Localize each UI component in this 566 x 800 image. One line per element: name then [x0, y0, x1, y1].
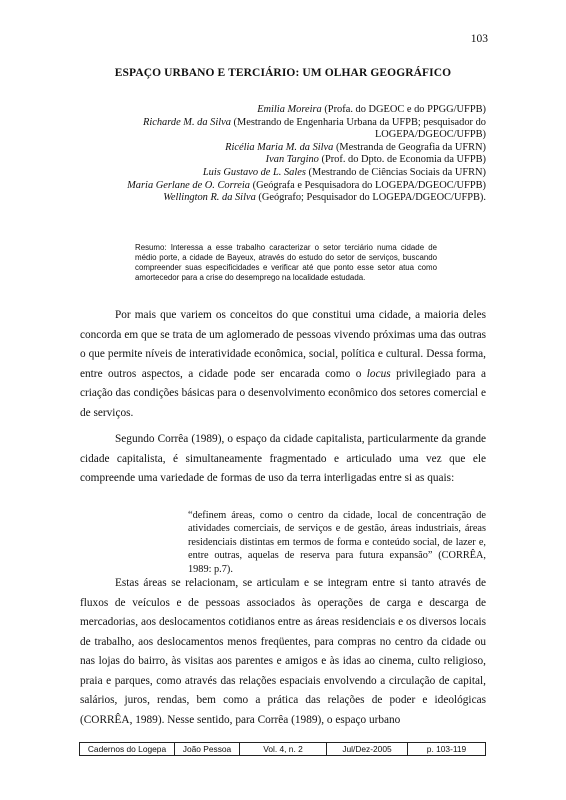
author-list — [66, 104, 486, 205]
author-affiliation: (Mestrando de Ciências Sociais da UFRN) — [305, 166, 486, 178]
article-title: ESPAÇO URBANO E TERCIÁRIO: UM OLHAR GEOGRÁFICO — [114, 67, 452, 79]
author-affiliation: (Mestrando de Engenharia Urbana da UFPB; pesquisador do LOGEPA/DGEOC/UFPB) — [230, 116, 486, 141]
author-name: Richarde M. da Silva — [142, 116, 231, 128]
paragraph: Segundo Corrêa (1989), o espaço da cidade capitalista, particularmente da grande cidade capitalista, é simultaneamente fragmentado e articulado uma vez que ele compreende uma variedade de formas de uso da terra interligadas entre si as quais: — [80, 433, 486, 484]
author-line — [66, 104, 486, 117]
author-affiliation: (Prof. do Dpto. de Economia da UFPB) — [318, 154, 486, 166]
paragraph-text: privilegiado para a criação das condições básicas para o desenvolvimento econômico dos setores comercial e de serviços. — [80, 367, 487, 419]
author-name: Maria Gerlane de O. Correia — [127, 179, 251, 191]
paragraph: Estas áreas se relacionam, se articulam e se integram entre si tanto através de fluxos de veículos e de pessoas associados às operações de carga e descarga de mercadorias, aos deslocamentos cotidianos entre as áreas residenciais e os diversos locais de trabalho, aos deslocamentos menos freqüentes, para compras no centro da cidade ou nas lojas do bairro, às visitas aos parentes e amigos e às idas ao cinema, culto religioso, praia e parques, como através das relações espaciais envolvendo a circulação de capital, salários, juros, rendas, bem como a prática das relações de poder e ideológicas (CORRÊA, 1989). Nesse sentido, para Corrêa (1989), o espaço urbano — [80, 577, 486, 726]
footer-table — [79, 742, 486, 756]
body-text-continued — [80, 574, 486, 730]
abstract: Resumo: Interessa a esse trabalho caracterizar o setor terciário numa cidade de médio porte, a cidade de Bayeux, através do estudo do setor de serviços, buscando compreender suas especificidades e verificar até que ponto esse setor atua como amortecedor para a crise do desemprego na localidade estudada. — [135, 243, 437, 283]
author-line — [66, 192, 486, 205]
footer-volume: Vol. 4, n. 2 — [240, 743, 327, 755]
author-name: Luis Gustavo de L. Sales — [202, 166, 306, 178]
author-line — [66, 142, 486, 155]
footer-date: Jul/Dez-2005 — [327, 743, 408, 755]
author-affiliation: (Geógrafa e Pesquisadora do LOGEPA/DGEOC/UFPB) — [250, 179, 486, 191]
author-affiliation: (Profa. do DGEOC e do PPGG/UFPB) — [321, 104, 486, 115]
author-line — [66, 180, 486, 193]
paragraph-text: Por mais que variem os conceitos do que constitui uma cidade, a maioria deles concorda em que se trata de um aglomerado de pessoas vivendo próximas uma das outras o que permite níveis de interatividade econômica, social, política e cultural. Dessa forma, entre outros aspectos, a cidade pode ser encarada como o — [80, 309, 486, 380]
author-line — [66, 167, 486, 180]
author-name: Ricélia Maria M. da Silva — [225, 141, 334, 153]
author-affiliation: (Mestranda de Geografia da UFRN) — [333, 141, 486, 153]
page-number: 103 — [470, 33, 488, 45]
footer-city: João Pessoa — [175, 743, 240, 755]
author-name: Ivan Targino — [265, 154, 319, 166]
footer-journal: Cadernos do Logepa — [80, 743, 175, 755]
author-line — [66, 154, 486, 167]
block-quote: “definem áreas, como o centro da cidade, local de concentração de atividades comerciais, de serviços e de gestão, áreas industriais, áreas residenciais distintas em termos de forma e conteúdo social, de lazer e, entre outras, aquelas de reserva para futura expansão” (CORRÊA, 1989: p.7). — [188, 510, 486, 575]
emphasis-text: locus — [366, 367, 391, 380]
paragraph — [80, 306, 486, 423]
body-text — [80, 306, 486, 489]
author-line — [66, 117, 486, 142]
author-name: Emilia Moreira — [257, 104, 322, 115]
author-affiliation: (Geógrafo; Pesquisador do LOGEPA/DGEOC/UFPB). — [255, 192, 486, 204]
footer-pages: p. 103-119 — [426, 744, 467, 754]
author-name: Wellington R. da Silva — [163, 192, 256, 204]
